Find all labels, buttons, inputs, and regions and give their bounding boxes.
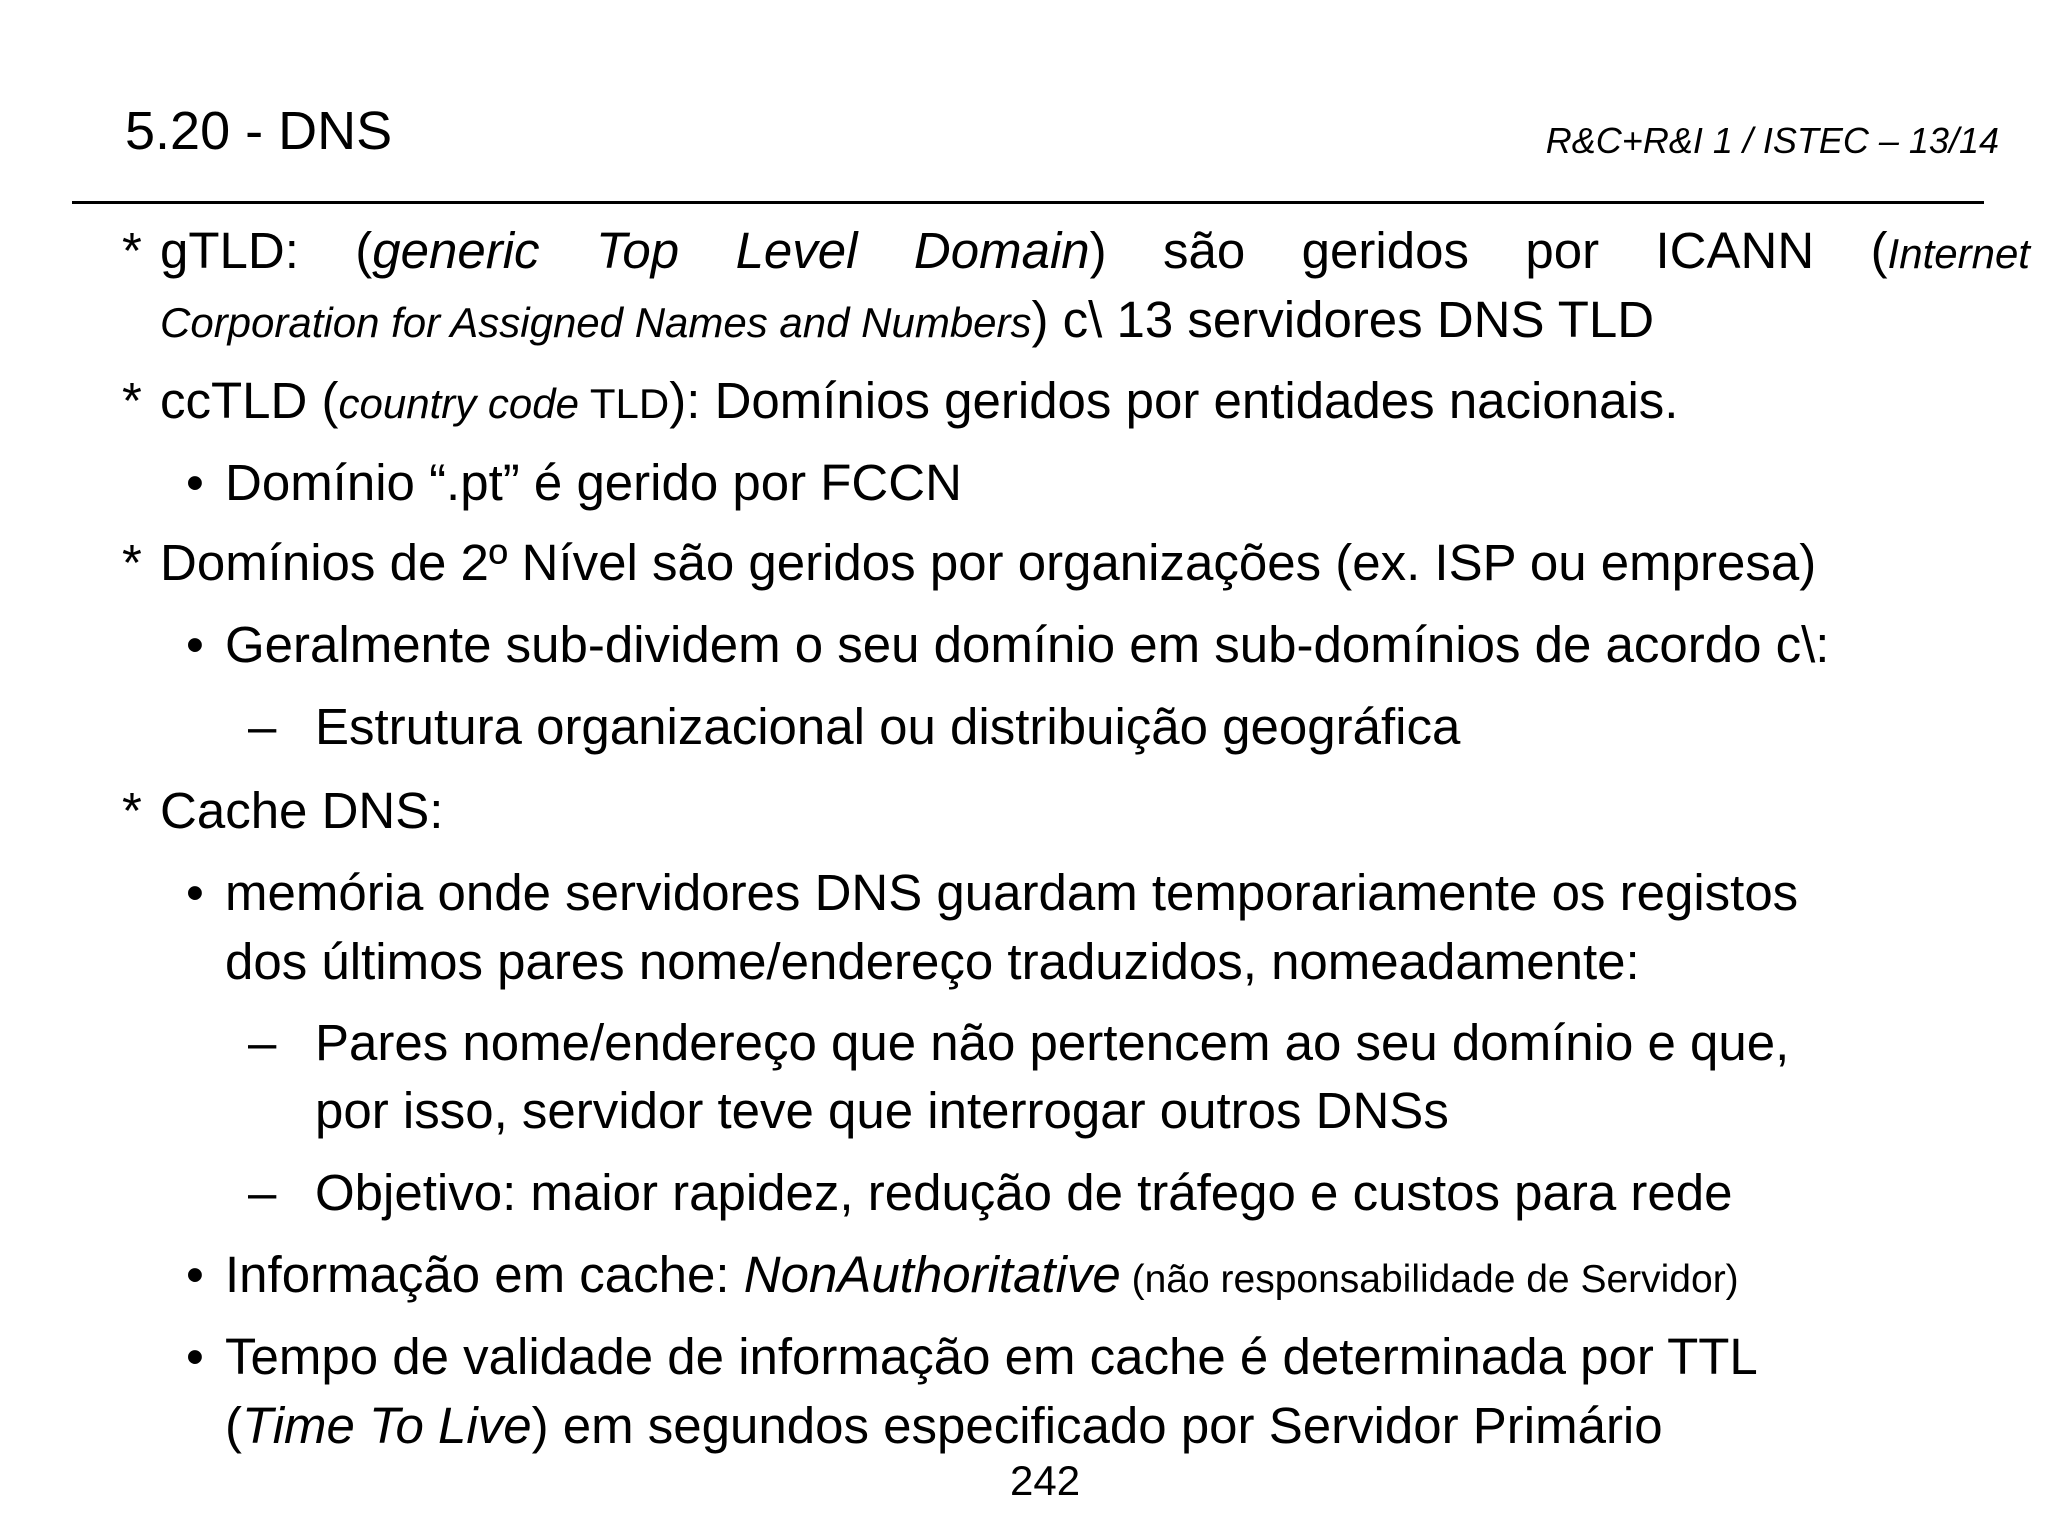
- gtld-term: generic Top Level Domain: [372, 222, 1090, 279]
- dash-marker: –: [248, 1164, 277, 1221]
- ttl-term: Time To Live: [241, 1397, 532, 1454]
- page-number: 242: [1010, 1457, 1081, 1504]
- bullet-marker: •: [186, 1328, 204, 1385]
- bullet-marker: •: [186, 616, 204, 673]
- slide-title: 5.20 - DNS: [125, 101, 393, 161]
- gtld-line-1: gTLD: (generic Top Level Domain) são geridos por ICANN (Internet: [160, 222, 2030, 279]
- dash-marker: –: [248, 698, 277, 755]
- bullet-marker: *: [122, 222, 142, 279]
- cctld-line: ccTLD (country code TLD): Domínios geridos por entidades nacionais.: [160, 372, 1679, 429]
- cctld-term: country code: [338, 380, 579, 427]
- ttl-line-2: (Time To Live) em segundos especificado por Servidor Primário: [225, 1397, 1663, 1454]
- info-line: Informação em cache: NonAuthoritative (não responsabilidade de Servidor): [225, 1246, 1739, 1303]
- pt-domain-line: Domínio “.pt” é gerido por FCCN: [225, 454, 962, 511]
- bullet-marker: *: [122, 372, 142, 429]
- gtld-line-2: Corporation for Assigned Names and Numbers) c\ 13 servidores DNS TLD: [160, 291, 1655, 348]
- pairs-line-2: por isso, servidor teve que interrogar outros DNSs: [315, 1082, 1449, 1139]
- pairs-line-1: Pares nome/endereço que não pertencem ao seu domínio e que,: [315, 1014, 1790, 1071]
- course-label: R&C+R&I 1 / ISTEC – 13/14: [1545, 120, 1999, 161]
- icann-name-rest: Corporation for Assigned Names and Numbers: [160, 299, 1032, 346]
- subdivide-line: Geralmente sub-dividem o seu domínio em sub-domínios de acordo c\:: [225, 616, 1830, 673]
- bullet-marker: •: [186, 1246, 204, 1303]
- dash-marker: –: [248, 1014, 277, 1071]
- nonauthoritative-term: NonAuthoritative: [743, 1246, 1121, 1303]
- bullet-marker: •: [186, 864, 204, 921]
- bullet-marker: •: [186, 454, 204, 511]
- header-divider: [72, 201, 1984, 204]
- second-level-line: Domínios de 2º Nível são geridos por organizações (ex. ISP ou empresa): [160, 534, 1817, 591]
- icann-name-start: Internet: [1887, 230, 2030, 277]
- bullet-marker: *: [122, 782, 142, 839]
- structure-line: Estrutura organizacional ou distribuição geográfica: [315, 698, 1461, 755]
- ttl-line-1: Tempo de validade de informação em cache é determinada por TTL: [225, 1328, 1758, 1385]
- memory-line-2: dos últimos pares nome/endereço traduzidos, nomeadamente:: [225, 933, 1640, 990]
- cache-line: Cache DNS:: [160, 782, 444, 839]
- goal-line: Objetivo: maior rapidez, redução de tráfego e custos para rede: [315, 1164, 1733, 1221]
- bullet-marker: *: [122, 534, 142, 591]
- memory-line-1: memória onde servidores DNS guardam temporariamente os registos: [225, 864, 1799, 921]
